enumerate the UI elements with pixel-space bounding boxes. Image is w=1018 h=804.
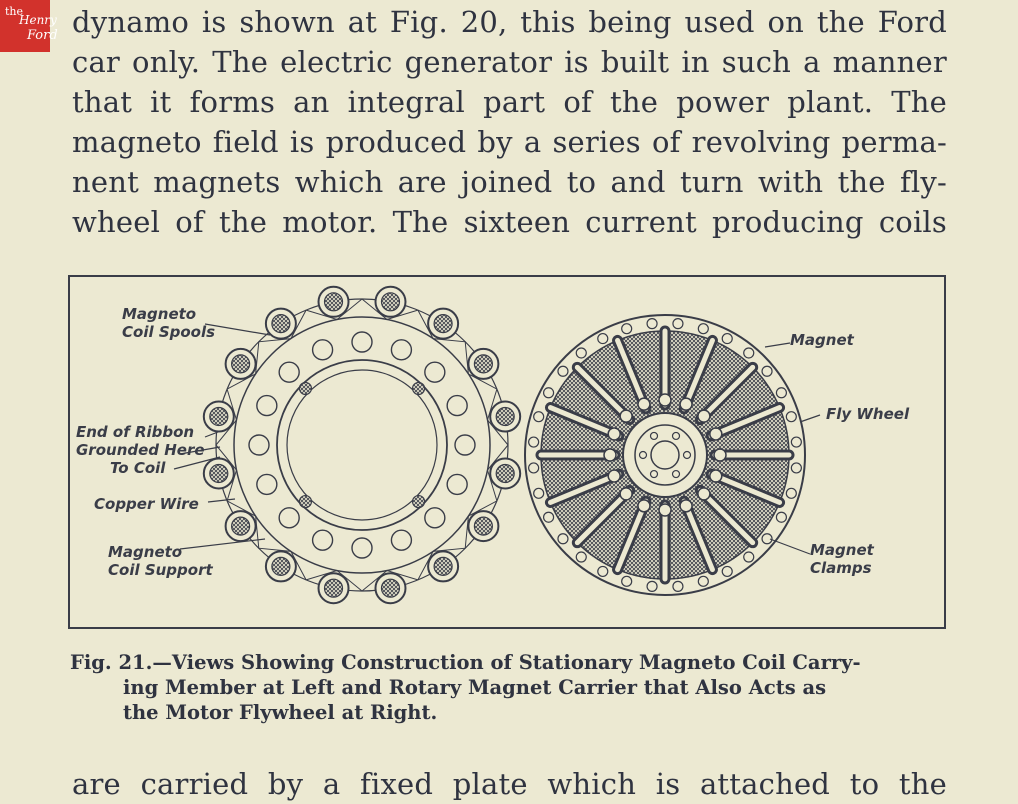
body-line-5: nent magnets which are joined to and turn with the fly-: [72, 165, 947, 199]
hub-bolt: [673, 432, 680, 439]
coil-spool-core: [434, 557, 452, 575]
label-fly-wheel: Fly Wheel: [826, 405, 910, 423]
magnet-clamp: [534, 412, 544, 422]
magnet-bolt: [698, 410, 710, 422]
magnet-clamp: [786, 488, 796, 498]
support-hole: [425, 362, 445, 382]
magnet-bolt: [659, 504, 671, 516]
stationary-coil-carrier: [204, 287, 520, 603]
label-magnet-clamps: [810, 541, 874, 577]
magnet-clamp: [576, 348, 586, 358]
magnet-clamp: [744, 348, 754, 358]
magnet-clamp: [598, 566, 608, 576]
magnet-clamp: [791, 437, 801, 447]
hub-bolt: [651, 432, 658, 439]
magnet-clamp: [529, 437, 539, 447]
support-hole: [425, 508, 445, 528]
logo-henry: Henry: [19, 13, 57, 27]
hub-bolt: [651, 471, 658, 478]
magnet-clamp: [698, 576, 708, 586]
caption-line-2: ing Member at Left and Rotary Magnet Carrier that Also Acts as: [123, 676, 827, 699]
magnet-bolt: [714, 449, 726, 461]
label-line: Grounded Here: [76, 441, 205, 459]
figure-21: [68, 275, 946, 629]
magnet-clamp: [647, 581, 657, 591]
support-hole: [352, 332, 372, 352]
support-hole: [313, 340, 333, 360]
label-magneto-coil-spools: [122, 305, 215, 341]
support-hole: [352, 538, 372, 558]
caption-line-3: the Motor Flywheel at Right.: [123, 701, 438, 724]
magnet-bolt: [620, 410, 632, 422]
magnet-bolt: [680, 398, 692, 410]
figure-caption: [70, 650, 950, 725]
magnet-clamp: [786, 412, 796, 422]
label-line: Magneto: [122, 305, 197, 323]
rotary-magnet-flywheel: [525, 315, 805, 595]
magnet-clamp: [529, 463, 539, 473]
magnet-clamp: [598, 334, 608, 344]
magnet-clamp: [722, 566, 732, 576]
coil-spool-core: [474, 355, 492, 373]
body-line-2: car only. The electric generator is built in such a manner: [72, 45, 947, 79]
magnet-clamp: [622, 324, 632, 334]
magnet-clamp: [744, 552, 754, 562]
coil-spool-core: [381, 293, 399, 311]
label-end-of-ribbon: [76, 423, 205, 477]
hub-bolt: [673, 471, 680, 478]
label-copper-wire: Copper Wire: [94, 495, 199, 513]
coil-spool-core: [272, 557, 290, 575]
magnet-clamp: [576, 552, 586, 562]
magnet-bolt: [659, 394, 671, 406]
magnet-clamp: [722, 334, 732, 344]
magnet-clamp: [558, 366, 568, 376]
coil-spool-core: [210, 408, 228, 426]
logo-ford: Ford: [27, 28, 58, 43]
magnet-clamp: [622, 576, 632, 586]
support-hole: [447, 474, 467, 494]
coil-spool-core: [272, 315, 290, 333]
caption-line-1: Fig. 21.—Views Showing Construction of Stationary Magneto Coil Carry-: [70, 651, 861, 674]
body-line-6: wheel of the motor. The sixteen current producing coils: [72, 205, 947, 239]
magnet-clamp: [534, 488, 544, 498]
support-hole: [257, 474, 277, 494]
coil-spool-core: [496, 408, 514, 426]
coil-spool-core: [232, 517, 250, 535]
support-hole: [447, 396, 467, 416]
magnet-clamp: [776, 388, 786, 398]
henry-ford-logo: [0, 0, 58, 52]
support-hole: [391, 340, 411, 360]
bolt: [299, 496, 311, 508]
magnet-clamp: [544, 388, 554, 398]
label-line: Coil Support: [108, 561, 213, 579]
magnet-bolt: [620, 488, 632, 500]
support-hole: [455, 435, 475, 455]
magnet-bolt: [638, 500, 650, 512]
magnet-clamp: [698, 324, 708, 334]
label-line: Magnet: [810, 541, 874, 559]
coil-spool-core: [325, 579, 343, 597]
logo-the: the: [5, 5, 24, 18]
coil-spool-core: [474, 517, 492, 535]
coil-spool-core: [381, 579, 399, 597]
body-line-1: dynamo is shown at Fig. 20, this being used on the Ford: [72, 5, 947, 39]
magnet-bolt: [698, 488, 710, 500]
support-hole: [313, 530, 333, 550]
body-line-3: that it forms an integral part of the power plant. The: [72, 85, 947, 119]
body-line-7: are carried by a fixed plate which is attached to the: [72, 767, 947, 801]
support-hole: [257, 396, 277, 416]
bolt: [299, 382, 311, 394]
magnet-bolt: [710, 470, 722, 482]
magnet-clamp: [673, 319, 683, 329]
label-line: Coil Spools: [122, 323, 216, 341]
bolt: [413, 382, 425, 394]
support-hole: [249, 435, 269, 455]
support-hole: [391, 530, 411, 550]
magnet-bolt: [638, 398, 650, 410]
hub-bolt: [640, 452, 647, 459]
coil-support-ring: [234, 317, 490, 573]
coil-spool-core: [325, 293, 343, 311]
magnet-bolt: [608, 428, 620, 440]
magnet-clamp: [791, 463, 801, 473]
magnet-clamp: [544, 512, 554, 522]
magnet-bolt: [608, 470, 620, 482]
magnet-bolt: [680, 500, 692, 512]
body-line-4: magneto field is produced by a series of revolving perma-: [72, 125, 947, 159]
label-magnet: Magnet: [790, 331, 854, 349]
magnet-clamp: [762, 366, 772, 376]
coil-spool-core: [210, 464, 228, 482]
label-line: Clamps: [810, 559, 872, 577]
magnet-clamp: [673, 581, 683, 591]
coil-spool-core: [496, 464, 514, 482]
bolt: [413, 496, 425, 508]
magnet-clamp: [558, 534, 568, 544]
label-line: End of Ribbon: [76, 423, 195, 441]
magnet-bolt: [710, 428, 722, 440]
label-magneto-coil-support: [108, 543, 213, 579]
label-line: Magneto: [108, 543, 183, 561]
coil-spool-core: [434, 315, 452, 333]
hub-center: [651, 441, 679, 469]
magnet-bolt: [604, 449, 616, 461]
magnet-clamp: [647, 319, 657, 329]
coil-spool-core: [232, 355, 250, 373]
label-line: To Coil: [110, 459, 166, 477]
hub-bolt: [684, 452, 691, 459]
magnet-clamp: [776, 512, 786, 522]
support-hole: [279, 508, 299, 528]
support-hole: [279, 362, 299, 382]
